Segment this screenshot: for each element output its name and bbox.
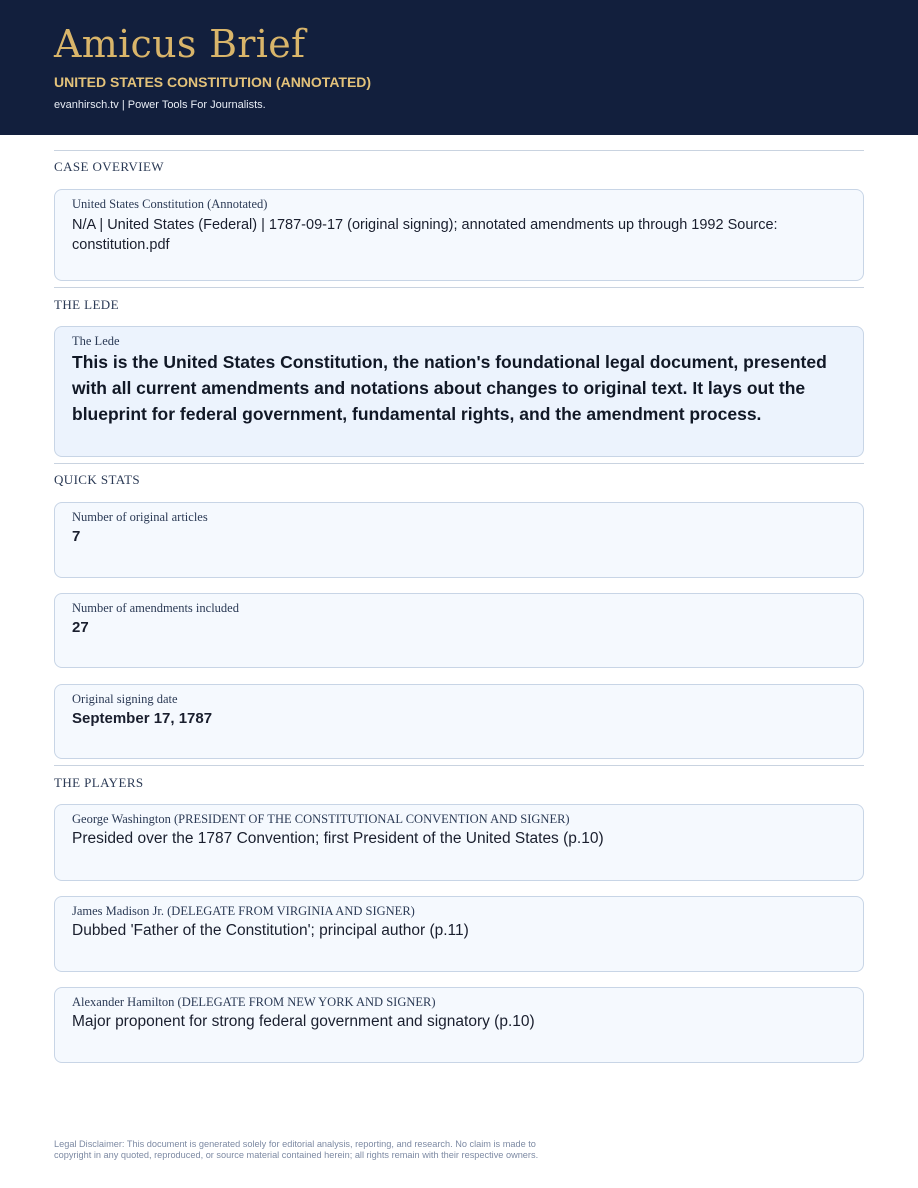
- player-card: [54, 896, 864, 972]
- player-label: [72, 995, 846, 1010]
- stat-value: September 17, 1787: [72, 710, 213, 727]
- player-name: James Madison Jr.: [72, 904, 165, 918]
- player-description: Major proponent for strong federal government and signatory (p.10): [72, 1013, 535, 1030]
- stat-label: Original signing date: [72, 692, 178, 706]
- section-title-case-overview: CASE OVERVIEW: [54, 159, 164, 174]
- section-divider: [54, 765, 864, 766]
- card-text: N/A | United States (Federal) | 1787-09-17 (original signing); annotated amendments up through 1992 Source: constitution.pdf: [72, 217, 778, 253]
- card-label: United States Constitution (Annotated): [72, 197, 268, 211]
- section-title-quick-stats: QUICK STATS: [54, 472, 141, 487]
- player-name: Alexander Hamilton: [72, 995, 175, 1009]
- player-description: Dubbed 'Father of the Constitution'; principal author (p.11): [72, 922, 469, 939]
- player-role: (PRESIDENT OF THE CONSTITUTIONAL CONVENTION AND SIGNER): [174, 812, 570, 826]
- stat-card: [54, 593, 864, 668]
- legal-disclaimer: Legal Disclaimer: This document is generated solely for editorial analysis, reporting, and research. No claim is made to copyright in any quoted, reproduced, or source material contained herein; all rights remain with their respective owners.: [54, 1139, 539, 1160]
- header-banner: [0, 0, 918, 135]
- case-overview-card: [54, 189, 864, 281]
- card-label: The Lede: [72, 334, 120, 348]
- player-card: [54, 987, 864, 1063]
- stat-value: 27: [72, 619, 89, 636]
- brand-tagline: evanhirsch.tv | Power Tools For Journalists.: [54, 99, 266, 111]
- stat-label: Number of amendments included: [72, 601, 239, 615]
- section-divider: [54, 463, 864, 464]
- player-description: Presided over the 1787 Convention; first President of the United States (p.10): [72, 830, 604, 847]
- section-divider: [54, 150, 864, 151]
- lede-card: [54, 326, 864, 457]
- stat-label: Number of original articles: [72, 510, 208, 524]
- player-role: (DELEGATE FROM VIRGINIA AND SIGNER): [167, 904, 415, 918]
- player-label: [72, 812, 846, 827]
- player-card: [54, 804, 864, 881]
- player-name: George Washington: [72, 812, 171, 826]
- section-title-lede: THE LEDE: [54, 297, 119, 312]
- stat-card: [54, 684, 864, 759]
- lede-text: This is the United States Constitution, the nation's foundational legal document, presented with all current amendments and notations about changes to original text. It lays out the blueprint for federal government, fundamental rights, and the amendment process.: [72, 352, 827, 424]
- brand-title: Amicus Brief: [54, 22, 306, 66]
- document-subtitle: UNITED STATES CONSTITUTION (ANNOTATED): [54, 74, 372, 90]
- stat-value: 7: [72, 528, 81, 545]
- section-divider: [54, 287, 864, 288]
- section-title-players: THE PLAYERS: [54, 775, 144, 790]
- player-role: (DELEGATE FROM NEW YORK AND SIGNER): [177, 995, 436, 1009]
- stat-card: [54, 502, 864, 578]
- player-label: [72, 904, 846, 919]
